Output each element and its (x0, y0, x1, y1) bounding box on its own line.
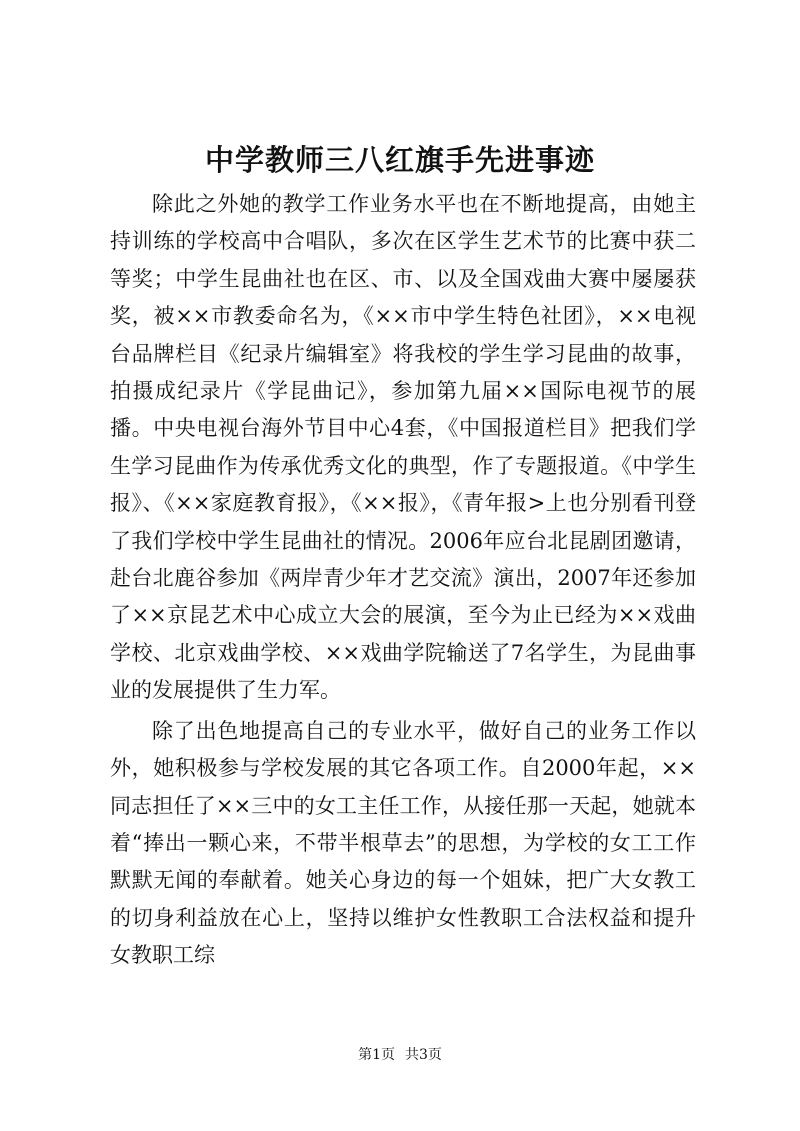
document-title: 中学教师三八红旗手先进事迹 (204, 143, 595, 177)
paragraph-2: 除了出色地提高自己的专业水平，做好自己的业务工作以外，她积极参与学校发展的其它各项工作。自2000年起，××同志担任了××三中的女工主任工作，从接任那一天起，她就本着“捧出一颗心来，不带半根草去”的思想，为学校的女工工作默默无闻的奉献着。她关心身边的每一个姐妹，把广大女教工的切身利益放在心上，坚持以维护女性教职工合法权益和提升女教职工综 (110, 718, 696, 968)
document-body (110, 186, 696, 978)
page-number: 第1页 (358, 1047, 395, 1063)
page-footer (0, 1045, 800, 1065)
page-total: 共3页 (405, 1047, 442, 1063)
paragraph-1: 除此之外她的教学工作业务水平也在不断地提高，由她主持训练的学校高中合唱队，多次在区学生艺术节的比赛中获二等奖；中学生昆曲社也在区、市、以及全国戏曲大赛中屡屡获奖，被××市教委命名为，《××市中学生特色社团》，××电视台品牌栏目《纪录片编辑室》将我校的学生学习昆曲的故事，拍摄成纪录片《学昆曲记》，参加第九届××国际电视节的展播。中央电视台海外节目中心4套，《中国报道栏目》把我们学生学习昆曲作为传承优秀文化的典型，作了专题报道。《中学生报》、《××家庭教育报》，《××报》，《青年报>上也分别看刊登了我们学校中学生昆曲社的情况。2006年应台北昆剧团邀请，赴台北鹿谷参加《两岸青少年才艺交流》演出，2007年还参加了××京昆艺术中心成立大会的展演，至今为止已经为××戏曲学校、北京戏曲学校、××戏曲学院输送了7名学生，为昆曲事业的发展提供了生力军。 (110, 192, 696, 703)
